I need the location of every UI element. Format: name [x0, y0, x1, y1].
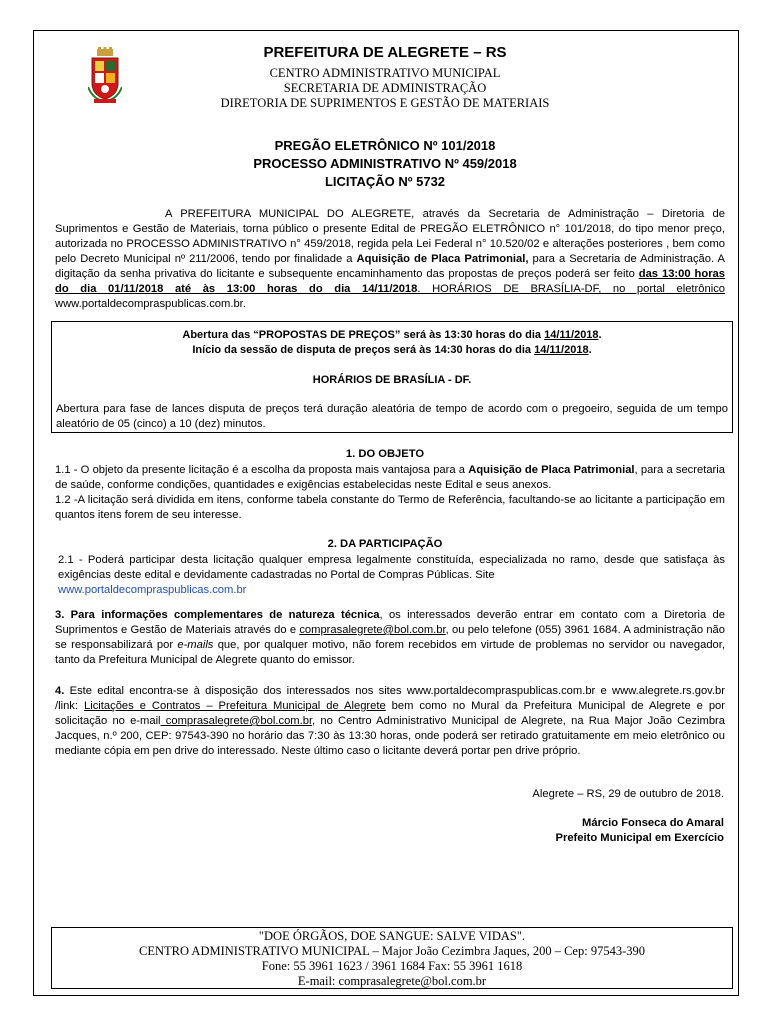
info-bold: 3. Para informações complementares de natureza técnica — [55, 609, 380, 621]
footer-phone: Fone: 55 3961 1623 / 3961 1684 Fax: 55 3961 1618 — [261, 959, 523, 973]
signer-role: Prefeito Municipal em Exercício — [555, 832, 724, 844]
disp-num: 4. — [55, 685, 65, 697]
box-line-1-text: Abertura das “PROPOSTAS DE PREÇOS” será às 13:30 horas do dia — [182, 329, 545, 341]
box-line-2-date: 14/11/2018 — [534, 344, 589, 356]
header-line-3: DIRETORIA DE SUPRIMENTOS E GESTÃO DE MATERIAIS — [220, 96, 550, 110]
objeto-paragraph-2: 1.2 -A licitação será dividida em itens, conforme tabela constante do Termo de Referência, facultando-se ao licitante a participação em quantos itens forem de seu interesse. — [55, 494, 725, 521]
box-line-1: Abertura das “PROPOSTAS DE PREÇOS” será às 13:30 horas do dia 14/11/2018. — [182, 329, 602, 341]
intro-bold-1: Aquisição de Placa Patrimonial, — [356, 253, 529, 265]
proposals-box — [51, 321, 733, 433]
participacao-text: 2.1 - Poderá participar desta licitação qualquer empresa legalmente constituída, especializada no ramo, desde que satisfaça às exigências deste edital e devidamente cadastradas no Portal de Compras Públicas. Site — [58, 554, 725, 581]
disp-text-1: Este edital encontra-se à disposição dos interessados nos sites www.portaldecompraspublicas.com.br e www.alegrete.rs.gov.br /link: — [55, 685, 725, 712]
box-line-2-text: Início da sessão de disputa de preços será às 14:30 horas do dia — [192, 344, 535, 356]
box-line-2: Início da sessão de disputa de preços será às 14:30 horas do dia 14/11/2018. — [192, 344, 592, 356]
portal-link[interactable]: www.portaldecompraspublicas.com.br — [58, 584, 247, 596]
processo-title: PROCESSO ADMINISTRATIVO Nº 459/2018 — [253, 156, 517, 171]
info-text-3: que, por qualquer motivo, não forem recebidos em virtude de problemas no servidor ou navegador, tanto da Prefeitura Municipal de Alegrete quanto do emissor. — [55, 639, 725, 666]
intro-text-2: para a Secretaria de Administração. A digitação da senha privativa do licitante e subsequente encaminhamento das propostas de preços poderá ser feito — [55, 253, 726, 280]
footer-box — [51, 927, 733, 989]
header-line-2: SECRETARIA DE ADMINISTRAÇÃO — [283, 81, 487, 95]
objeto-text-1b: Aquisição de Placa Patrimonial — [468, 464, 635, 476]
pregao-title: PREGÃO ELETRÔNICO Nº 101/2018 — [274, 138, 496, 153]
header-title: PREFEITURA DE ALEGRETE – RS — [263, 44, 507, 61]
participacao-heading: 2. DA PARTICIPAÇÃO — [327, 538, 443, 550]
info-paragraph — [55, 608, 725, 668]
info-emails-italic: e-mails — [177, 639, 214, 651]
objeto-text-1c: , para a secretaria de saúde, conforme condições, quantidades e exigências estabelecidas neste Edital e seus anexos. — [55, 464, 725, 491]
box-lances: Abertura para fase de lances disputa de preços terá duração aleatória de tempo de acordo com o pregoeiro, seguida de um tempo aleatório de 05 (cinco) a 10 (dez) minutos. — [56, 403, 728, 430]
info-text-1: , os interessados deverão entrar em contato com a Diretoria de Suprimentos e Gestão de Materiais através do e — [55, 609, 725, 636]
box-horarios: HORÁRIOS DE BRASÍLIA - DF. — [312, 374, 472, 386]
document-titles — [0, 137, 770, 191]
disp-email-link[interactable]: comprasalegrete@bol.com.br — [160, 715, 313, 727]
intro-text-3: . HORÁRIOS DE BRASÍLIA-DF, no portal eletrônico — [417, 283, 726, 295]
participacao-paragraph — [58, 553, 725, 598]
objeto-text-1a: 1.1 - O objeto da presente licitação é a escolha da proposta mais vantajosa para a — [55, 464, 469, 476]
disp-text-2: bem como no Mural da Prefeitura Municipal de Alegrete e por solicitação no e-mail — [55, 700, 725, 727]
intro-bold-2: das 13:00 horas do dia 01/11/2018 até às 13:00 horas do dia 14/11/2018 — [55, 268, 726, 295]
objeto-paragraph-1 — [55, 463, 725, 493]
header-line-1: CENTRO ADMINISTRATIVO MUNICIPAL — [269, 66, 501, 80]
footer-slogan: "DOE ÓRGÃOS, DOE SANGUE: SALVE VIDAS". — [258, 929, 526, 943]
info-email-link[interactable]: comprasalegrete@bol.com.br — [299, 624, 446, 636]
licitacoes-link[interactable]: Licitações e Contratos – Prefeitura Municipal de Alegrete — [83, 700, 386, 712]
signer-name: Márcio Fonseca do Amaral — [582, 817, 724, 829]
intro-text-4: www.portaldecompraspublicas.com.br. — [55, 298, 246, 310]
footer-address: CENTRO ADMINISTRATIVO MUNICIPAL – Major João Cezimbra Jaques, 200 – Cep: 97543-390 — [139, 944, 645, 958]
box-line-1-date: 14/11/2018 — [544, 329, 599, 341]
disp-text-3: , no Centro Administrativo Municipal de Alegrete, na Rua Major João Cezimbra Jacques, n.º 200, CEP: 97543-390 no horário das 7:30 às 13:30 horas, onde poderá ser retirado gratuitamente em meio eletrônico ou mediante cópia em pen drive do interessado. Neste último caso o licitante deverá portar pen drive próprio. — [55, 715, 725, 757]
footer-email: E-mail: comprasalegrete@bol.com.br — [297, 974, 487, 988]
disp-paragraph — [55, 684, 725, 759]
intro-paragraph — [55, 207, 725, 312]
intro-text-1: A PREFEITURA MUNICIPAL DO ALEGRETE, através da Secretaria de Administração – Diretoria de Suprimentos e Gestão de Materiais, torna público o presente Edital de PREGÃO ELETRÔNICO n° 101/2018, do tipo menor preço, autorizada no PROCESSO ADMINISTRATIVO n° 459/2018, regida pela Lei Federal n° 10.520/02 e alterações posteriores , bem como pelo Decreto Municipal nº 211/2006, tendo por finalidade a — [55, 208, 725, 265]
objeto-heading: 1. DO OBJETO — [345, 448, 425, 460]
info-text-2: , ou pelo telefone (055) 3961 1684. A administração não se responsabilizará por — [55, 624, 725, 651]
licitacao-title: LICITAÇÃO Nº 5732 — [324, 174, 446, 189]
closing-date: Alegrete – RS, 29 de outubro de 2018. — [532, 788, 724, 800]
